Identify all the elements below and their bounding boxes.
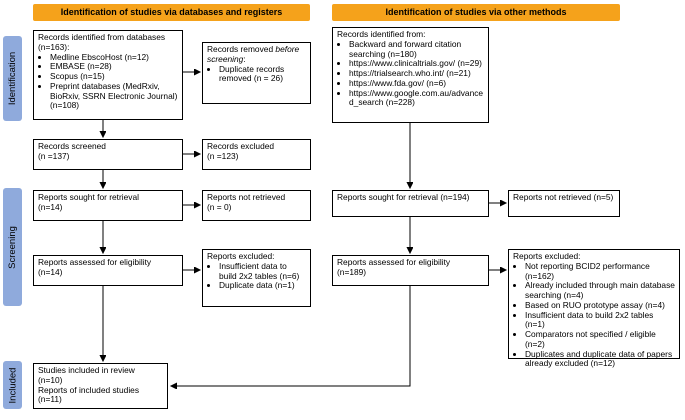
bullet-item: • https://www.google.com.au/advanced_search (n=228) — [349, 89, 484, 109]
box-line-2: (n=14) — [38, 201, 63, 212]
box-line-1: Reports assessed for eligibility — [337, 257, 451, 267]
box-line-3: Reports of included studies — [38, 384, 140, 395]
header-databases-registers: Identification of studies via databases and registers — [33, 4, 310, 21]
side-label-identification — [3, 36, 22, 121]
box-reports-assessed-eligibility-db — [33, 255, 183, 286]
box-line-2: (n = 0) — [207, 201, 232, 212]
bullet-item: • Backward and forward citation searching (n=180) — [349, 40, 484, 60]
box-intro: Reports excluded: — [207, 251, 275, 261]
bullet-item: • EMBASE (n=28) — [50, 62, 178, 72]
box-line-2: (n=189) — [337, 266, 367, 277]
bullet-item: • Duplicates and duplicate data of papers already excluded (n=12) — [525, 350, 675, 370]
box-reports-sought-retrieval-db — [33, 190, 183, 221]
box-records-excluded — [202, 139, 311, 170]
bullet-item: • Already included through main database searching (n=4) — [525, 281, 675, 301]
box-records-identified-other — [332, 27, 489, 123]
box-line-1: Studies included in review — [38, 365, 135, 375]
box-intro-italic: before screening — [207, 44, 300, 64]
box-records-screened — [33, 139, 183, 170]
bullet-item: • https://www.fda.gov/ (n=6) — [349, 79, 484, 89]
box-line-1: Reports sought for retrieval (n=194) — [337, 192, 470, 202]
box-line-4: (n=11) — [38, 394, 62, 405]
box-reports-not-retrieved-db — [202, 190, 311, 221]
bullet-list — [38, 53, 178, 112]
bullet-item: • Duplicate data (n=1) — [219, 281, 306, 291]
box-intro — [207, 45, 306, 65]
box-line-1: Records screened — [38, 141, 106, 151]
box-line-1: Records excluded — [207, 141, 275, 151]
bullet-item: • Scopus (n=15) — [50, 72, 178, 82]
bullet-item: • https://trialsearch.who.int/ (n=21) — [349, 69, 484, 79]
bullet-list — [513, 262, 675, 369]
side-label-screening-text: Screening — [7, 225, 18, 269]
box-line-1: Reports not retrieved (n=5) — [513, 192, 614, 202]
bullet-item: • Medline EbscoHost (n=12) — [50, 53, 178, 63]
box-line-2: (n =137) — [38, 150, 70, 161]
box-intro: Reports excluded: — [513, 251, 581, 261]
side-label-identification-text: Identification — [7, 51, 18, 106]
bullet-item: • Duplicate records removed (n = 26) — [219, 65, 306, 85]
box-intro: Records identified from: — [337, 29, 426, 39]
bullet-list — [337, 40, 484, 108]
box-line-2: (n=10) — [38, 374, 63, 385]
box-reports-not-retrieved-other — [508, 190, 620, 217]
bullet-list — [207, 262, 306, 291]
bullet-item: • Preprint databases (MedRxiv, BioRxiv, SSRN Electronic Journal) (n=108) — [50, 82, 178, 111]
side-label-included — [3, 361, 22, 409]
box-line-2: (n =123) — [207, 150, 239, 161]
box-records-removed — [202, 42, 311, 104]
header-other-methods: Identification of studies via other methods — [332, 4, 620, 21]
box-line-2: (n=14) — [38, 266, 63, 277]
box-reports-excluded-db — [202, 249, 311, 307]
bullet-list — [207, 65, 306, 85]
box-line-1: Reports not retrieved — [207, 192, 286, 202]
box-reports-assessed-eligibility-other — [332, 255, 489, 286]
bullet-item: • Based on RUO prototype assay (n=4) — [525, 301, 675, 311]
box-line-1: Reports sought for retrieval — [38, 192, 140, 202]
side-label-screening — [3, 188, 22, 306]
box-intro: Records identified from databases (n=163): — [38, 32, 166, 52]
bullet-item: • Comparators not specified / eligible (n=2) — [525, 330, 675, 350]
box-studies-included — [33, 363, 168, 409]
box-records-identified-databases — [33, 30, 183, 120]
bullet-item: • Not reporting BCID2 performance (n=162) — [525, 262, 675, 282]
side-label-included-text: Included — [7, 367, 19, 403]
bullet-item: • Insufficient data to build 2x2 tables (n=6) — [219, 262, 306, 282]
bullet-item: • Insufficient data to build 2x2 tables (n=1) — [525, 311, 675, 331]
box-line-1: Reports assessed for eligibility — [38, 257, 152, 267]
bullet-item: • https://www.clinicaltrials.gov/ (n=29) — [349, 59, 484, 69]
box-intro-colon: : — [243, 53, 246, 64]
box-reports-sought-retrieval-other — [332, 190, 489, 217]
box-intro-text: Records removed — [207, 44, 274, 54]
box-reports-excluded-other — [508, 249, 680, 369]
